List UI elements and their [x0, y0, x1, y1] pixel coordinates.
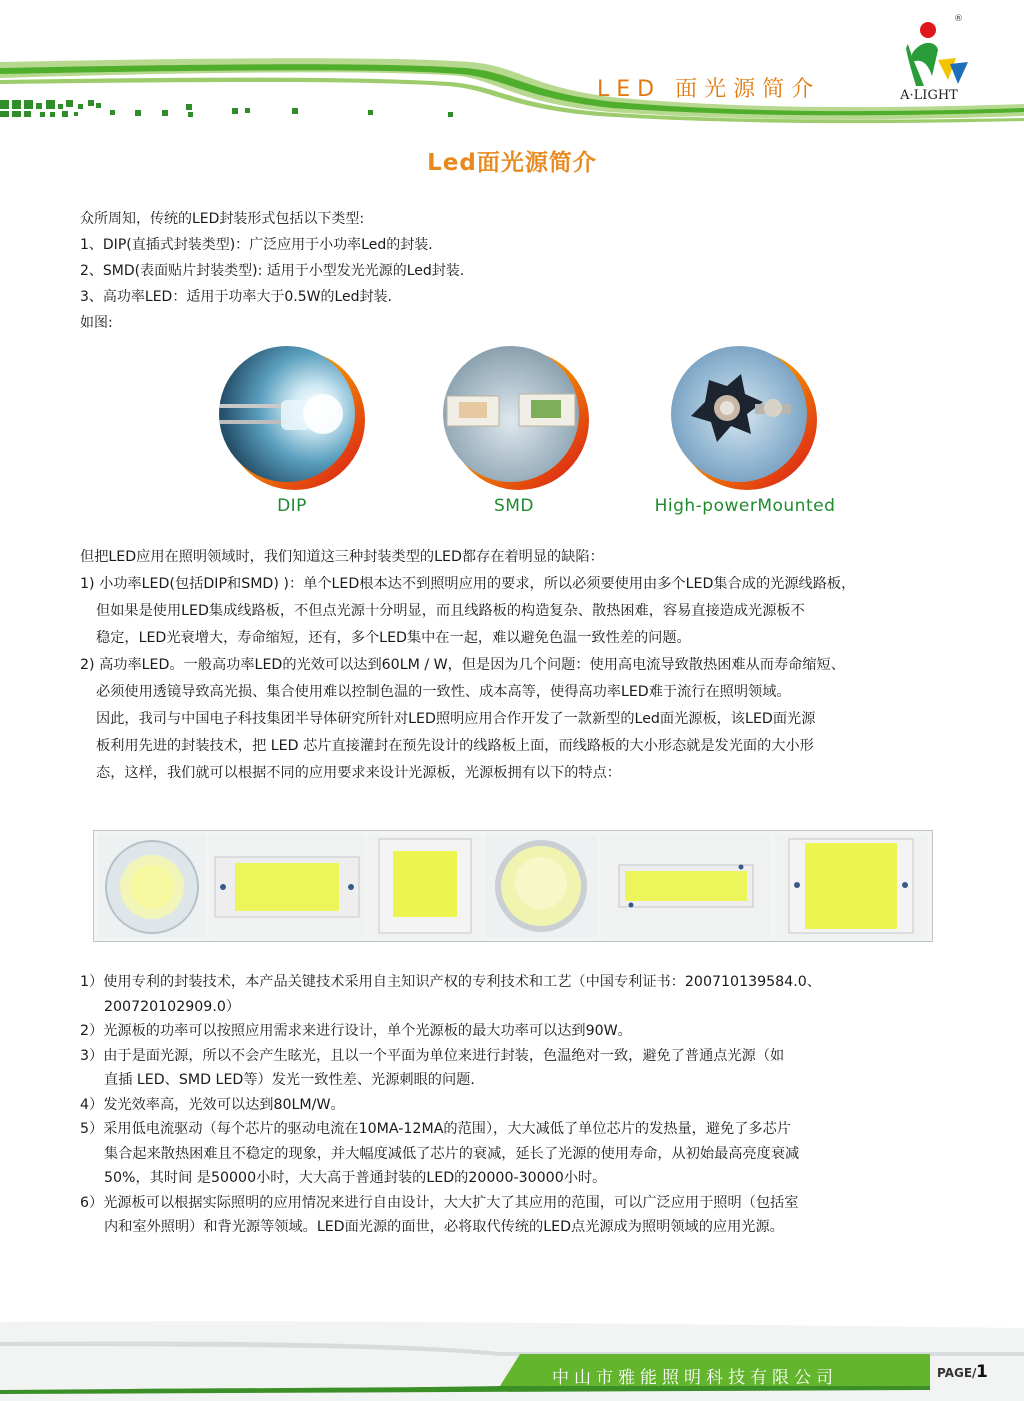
footer-band — [0, 1318, 1024, 1401]
smd-photo — [443, 346, 583, 486]
body-therefore-line: 板利用先进的封装技术，把 LED 芯片直接灌封在预先设计的线路板上面，而线路板的大小形态就是发光面的大小形 — [96, 738, 814, 754]
dip-photo — [219, 346, 359, 486]
page-number: 1 — [976, 1362, 988, 1382]
header-section-title: LED 面光源简介 — [597, 77, 821, 102]
product-photo-strip — [93, 830, 933, 942]
intro-section — [80, 206, 960, 336]
intro-line: 1、DIP(直插式封装类型)：广泛应用于小功率Led的封装. — [80, 237, 433, 253]
header-swoosh — [0, 0, 1024, 130]
feature-line: 1）使用专利的封装技术，本产品关键技术采用自主知识产权的专利技术和工艺（中国专利证书：200710139584.0、 — [80, 974, 821, 990]
product-photo-large-square-board — [775, 835, 927, 937]
product-photo-bar-board — [601, 835, 771, 937]
caption-dip: DIP — [277, 496, 307, 516]
body-item1-line: 但如果是使用LED集成线路板，不但点光源十分明显，而且线路板的构造复杂、散热困难，容易直接造成光源板不 — [96, 603, 805, 619]
feature-line: 3）由于是面光源，所以不会产生眩光，且以一个平面为单位来进行封装，色温绝对一致，避免了普通点光源（如 — [80, 1047, 785, 1064]
caption-high-power: High-powerMounted — [654, 496, 836, 516]
document-title: Led面光源简介 — [427, 150, 597, 176]
feature-line: 直插 LED、SMD LED等）发光一致性差、光源刺眼的问题. — [104, 1072, 475, 1088]
feature-line: 2）光源板的功率可以按照应用需求来进行设计，单个光源板的最大功率可以达到90W。 — [80, 1023, 632, 1039]
product-photo-square-board — [369, 835, 481, 937]
feature-line: 内和室外照明）和背光源等领域。LED面光源的面世，必将取代传统的LED点光源成为照明领域的应用光源。 — [104, 1219, 784, 1235]
body-therefore-line: 态，这样，我们就可以根据不同的应用要求来设计光源板，光源板拥有以下的特点： — [96, 765, 621, 781]
intro-line: 3、高功率LED：适用于功率大于0.5W的Led封装. — [80, 289, 392, 305]
high-power-led-illustration — [671, 346, 807, 482]
body-section — [80, 544, 970, 787]
body-item2-line: 2) 高功率LED。一般高功率LED的光效可以达到60LM / W，但是因为几个问题：使用高电流导致散热困难从而寿命缩短、 — [80, 657, 845, 673]
body-therefore-line: 因此，我司与中国电子科技集团半导体研究所针对LED照明应用合作开发了一款新型的Led面光源板，该LED面光源 — [96, 711, 816, 727]
feature-line: 200720102909.0） — [104, 998, 241, 1015]
feature-list — [80, 970, 960, 1240]
feature-line: 5）采用低电流驱动（每个芯片的驱动电流在10MA-12MA的范围），大大减低了单位芯片的发热量，避免了多芯片 — [80, 1121, 791, 1137]
footer-company-name: 中山市雅能照明科技有限公司 — [552, 1368, 838, 1388]
high-power-photo — [671, 346, 811, 486]
page-label: PAGE/ — [937, 1366, 977, 1380]
feature-line: 6）光源板可以根据实际照明的应用情况来进行自由设计，大大扩大了其应用的范围，可以广泛应用于照明（包括室 — [80, 1194, 799, 1211]
product-photo-round-module — [485, 835, 597, 937]
feature-line: 4）发光效率高，光效可以达到80LM/W。 — [80, 1096, 345, 1113]
feature-line: 集合起来散热困难且不稳定的现象，并大幅度减低了芯片的衰减，延长了光源的使用寿命，从初始最高亮度衰减 — [104, 1145, 800, 1162]
intro-line: 2、SMD(表面贴片封装类型): 适用于小型发光光源的Led封装. — [80, 263, 465, 279]
product-photo-rect-board — [209, 835, 365, 937]
intro-line: 如图: — [80, 315, 113, 331]
body-item2-line: 必须使用透镜导致高光损、集合使用难以控制色温的一致性、成本高等，使得高功率LED难于流行在照明领域。 — [96, 684, 791, 700]
smd-led-illustration — [443, 346, 579, 482]
product-photo-round-lens — [98, 835, 206, 937]
dip-led-illustration — [219, 346, 355, 482]
caption-smd: SMD — [493, 496, 535, 516]
feature-line: 50%，其时间 是50000小时，大大高于普通封装的LED的20000-30000小时。 — [104, 1170, 607, 1186]
intro-line: 众所周知，传统的LED封装形式包括以下类型: — [80, 211, 365, 227]
body-item1-line: 1) 小功率LED(包括DIP和SMD) )：单个LED根本达不到照明应用的要求，所以必须要使用由多个LED集合成的光源线路板， — [80, 576, 856, 592]
logo-text: A·LIGHT — [900, 88, 958, 103]
body-item1-line: 稳定，LED光衰增大，寿命缩短，还有，多个LED集中在一起，难以避免色温一致性差的问题。 — [96, 630, 691, 646]
registered-mark: ® — [954, 14, 963, 24]
body-lead: 但把LED应用在照明领域时，我们知道这三种封装类型的LED都存在着明显的缺陷： — [80, 549, 604, 565]
